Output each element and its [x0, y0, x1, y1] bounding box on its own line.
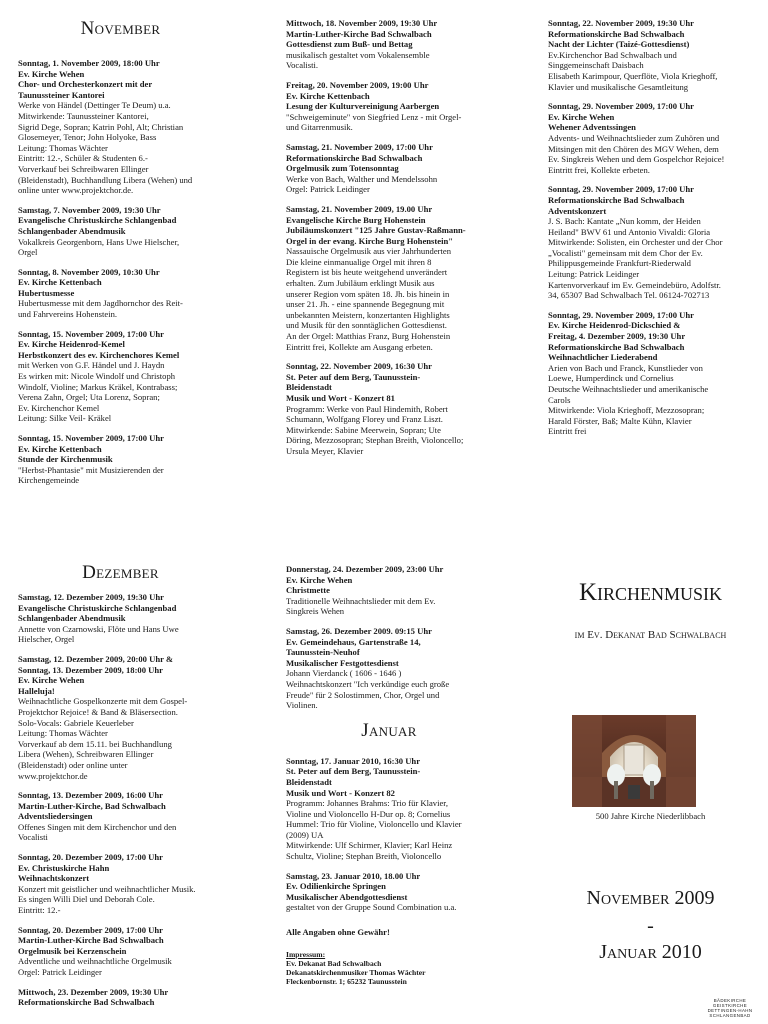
event-entry [286, 361, 492, 456]
event-detail-line: Schultz, Violine; Stephan Breith, Violoncello [286, 851, 442, 862]
event-detail-line: Werke von Händel (Dettinger Te Deum) u.a. [18, 100, 171, 111]
event-heading-line: Freitag, 4. Dezember 2009, 19:30 Uhr [548, 331, 686, 342]
event-heading-line: Sonntag, 15. November 2009, 17:00 Uhr [18, 328, 164, 339]
event-heading-line: Sonntag, 13. Dezember 2009, 16:00 Uhr [18, 790, 163, 801]
event-heading-line: Gottesdienst zum Buß- und Bettag [286, 39, 413, 50]
event-detail-line: Leitung: Patrick Leidinger [548, 269, 640, 280]
event-entry [286, 142, 492, 195]
event-detail-line: Glosemeyer, Tenor; John Holyoke, Bass [18, 132, 157, 143]
event-entry [18, 267, 223, 320]
event-detail-line: Werke von Bach, Walther und Mendelssohn [286, 173, 438, 184]
event-detail-line: Ursula Meyer, Klavier [286, 445, 364, 456]
event-entry [548, 18, 753, 92]
event-detail-line: Hubertusmesse mit dem Jagdhornchor des Reit- [18, 298, 183, 309]
dezember-heading: Dezember [82, 562, 159, 583]
event-entry [18, 790, 223, 843]
event-detail-line: Mitsingen mit den Chören des MGV Wehen, dem [548, 143, 719, 154]
event-heading-line: Freitag, 20. November 2009, 19:00 Uhr [286, 79, 429, 90]
event-heading-line: St. Peter auf dem Berg, Taunusstein- [286, 766, 421, 777]
event-heading-line: Evangelische Christuskirche Schlangenbad [18, 602, 177, 613]
event-detail-line: Vokalkreis Georgenborn, Hans Uwe Hielscher, [18, 236, 180, 247]
event-detail-line: Leitung: Silke Veil- Kräkel [18, 413, 112, 424]
event-heading-line: Orgelmusik zum Totensonntag [286, 163, 399, 174]
impressum-line: Ev. Dekanat Bad Schwalbach [286, 958, 382, 968]
dezember-januar-column [286, 564, 492, 986]
event-heading-line: Halleluja! [18, 685, 55, 696]
event-heading-line: Samstag, 21. November 2009, 17:00 Uhr [286, 141, 433, 152]
event-heading-line: Nacht der Lichter (Taizé-Gottesdienst) [548, 39, 690, 50]
event-heading-line: Ev. Kirche Wehen [286, 574, 353, 585]
event-detail-line: Freude" für 2 Solostimmen, Chor, Orgel und [286, 689, 440, 700]
event-heading-line: Martin-Luther-Kirche, Bad Schwalbach [18, 800, 166, 811]
event-heading-line: Ev. Kirche Wehen [18, 68, 85, 79]
event-entry [286, 80, 492, 133]
event-heading-line: Ev. Christuskirche Hahn [18, 862, 110, 873]
event-heading-line: Lesung der Kulturvereinigung Aarbergen [286, 101, 440, 112]
event-heading-line: Sonntag, 29. November 2009, 17:00 Uhr [548, 309, 694, 320]
event-detail-line: Programm: Werke von Paul Hindemith, Robert [286, 403, 448, 414]
event-detail-line: (2009) UA [286, 829, 324, 840]
event-detail-line: Mitwirkende: Sabine Meerwein, Sopran; Ute [286, 424, 441, 435]
event-entry [18, 329, 223, 424]
logo-line: DETTINGEN-HAHN [707, 1008, 753, 1013]
event-heading-line: Ev. Kirche Heidenrod-Dickschied & [548, 320, 681, 331]
event-list [286, 756, 492, 913]
event-heading-line: Adventsliedersingen [18, 811, 93, 822]
event-detail-line: Orgel: Patrick Leidinger [18, 967, 102, 977]
event-heading-line: Mittwoch, 18. November 2009, 19:30 Uhr [286, 18, 438, 28]
event-heading-line: Weihnachtlicher Liederabend [548, 352, 658, 363]
event-heading-line: Sonntag, 1. November 2009, 18:00 Uhr [18, 58, 160, 68]
event-detail-line: Vocalisti [18, 832, 48, 843]
event-heading-line: Mittwoch, 23. Dezember 2009, 19:30 Uhr [18, 986, 169, 997]
event-detail-line: Eintritt frei, Kollekte am Ausgang erbeten. [286, 341, 433, 352]
event-detail-line: Registern ist bis heute weitgehend unverändert [286, 267, 448, 278]
event-heading-line: Chor- und Orchesterkonzert mit der [18, 79, 153, 90]
event-detail-line: Johann Vierdanck ( 1606 - 1646 ) [286, 668, 402, 679]
event-detail-line: Harald Förster, Baß; Malte Kühn, Klavier [548, 415, 692, 426]
event-heading-line: Samstag, 21. November 2009, 19.00 Uhr [286, 203, 433, 214]
event-heading-line: Samstag, 23. Januar 2010, 18.00 Uhr [286, 870, 421, 881]
event-detail-line: Nassauische Orgelmusik aus vier Jahrhunderten [286, 246, 451, 257]
event-heading-line: Samstag, 7. November 2009, 19:30 Uhr [18, 204, 161, 215]
event-list [286, 18, 492, 457]
event-heading-line: Reformationskirche Bad Schwalbach [548, 194, 685, 205]
cover-subtitle: im Ev. Dekanat Bad Schwalbach [574, 629, 727, 641]
event-detail-line: www.projektchor.de [18, 770, 88, 781]
event-detail-line: Programm: Johannes Brahms: Trio für Klavier, [286, 798, 448, 809]
event-heading-line: Sonntag, 13. Dezember 2009, 18:00 Uhr [18, 664, 163, 675]
impressum [286, 950, 492, 986]
event-heading-line: Sonntag, 15. November 2009, 17:00 Uhr [18, 433, 164, 443]
event-entry [286, 626, 492, 711]
dekanat-logo [706, 998, 754, 1018]
event-entry [18, 987, 223, 1008]
event-heading-line: Ev. Gemeindehaus, Gartenstraße 14, [286, 636, 421, 647]
event-detail-line: Traditionelle Weihnachtslieder mit dem Ev. [286, 595, 436, 606]
event-detail-line: Adventliche und weihnachtliche Orgelmusik [18, 956, 172, 967]
event-detail-line: Mitwirkende: Viola Krieghoff, Mezzosopran; [548, 405, 705, 416]
event-detail-line: Loewe, Humperdinck und Cornelius [548, 373, 674, 384]
logo-line: BÄDEKIRCHE [713, 998, 747, 1003]
logo-line: GEISTKIRCHE [712, 1003, 748, 1008]
event-detail-line: unbekannten Meistern, konzertanten Highlights [286, 309, 450, 320]
event-detail-line: Eintritt frei, Kollekte erbeten. [548, 164, 650, 175]
event-heading-line: Sonntag, 29. November 2009, 17:00 Uhr [548, 184, 694, 195]
event-detail-line: unser 21. Jh. - eine spannende Begegnung mit [286, 299, 445, 310]
event-heading-line: Samstag, 26. Dezember 2009. 09:15 Uhr [286, 625, 432, 636]
event-heading-line: Ev. Kirche Kettenbach [286, 90, 370, 101]
event-heading-line: Sonntag, 29. November 2009, 17:00 Uhr [548, 101, 694, 112]
event-heading-line: Sonntag, 17. Januar 2010, 16:30 Uhr [286, 755, 421, 766]
event-detail-line: und Gitarrenmusik. [286, 122, 353, 133]
event-detail-line: Die kleine einmanualige Orgel mit ihren 8 [286, 256, 432, 267]
event-detail-line: Leitung: Thomas Wächter [18, 142, 108, 153]
event-heading-line: Orgelmusik bei Kerzenschein [18, 945, 127, 956]
event-detail-line: Mitwirkende: Ulf Schirmer, Klavier; Karl Heinz [286, 840, 453, 851]
event-heading-line: Samstag, 12. Dezember 2009, 20:00 Uhr & [18, 653, 174, 664]
impressum-line: Fleckenbornstr. 1; 65232 Taunusstein [286, 976, 407, 986]
event-detail-line: Offenes Singen mit dem Kirchenchor und den [18, 821, 177, 832]
impressum-title: Impressum: [286, 949, 326, 959]
event-entry [18, 58, 223, 196]
event-heading-line: Schlangenbader Abendmusik [18, 225, 126, 236]
event-heading-line: Christmette [286, 585, 330, 596]
event-detail-line: Elisabeth Karimpour, Querflöte, Viola Krieghoff, [548, 70, 718, 81]
event-detail-line: Eintritt: 12.-, Schüler & Studenten 6.- [18, 153, 148, 164]
event-detail-line: „Vocalisti" gemeinsam mit dem Chor der Ev. [548, 247, 703, 258]
event-entry [18, 654, 223, 781]
event-detail-line: "Herbst-Phantasie" mit Musizierenden der [18, 464, 164, 475]
logo-line: SCHLANGENBAD [709, 1013, 751, 1018]
event-heading-line: Ev. Kirche Heidenrod-Kemel [18, 339, 125, 350]
event-heading-line: Weihnachtskonzert [18, 873, 90, 884]
event-entry [548, 101, 753, 175]
event-heading-line: Sonntag, 22. November 2009, 19:30 Uhr [548, 18, 694, 28]
event-heading-line: Reformationskirche Bad Schwalbach [286, 152, 423, 163]
event-heading-line: Adventskonzert [548, 205, 607, 216]
event-detail-line: Vorverkauf ab dem 15.11. bei Buchhandlung [18, 738, 172, 749]
event-heading-line: Stunde der Kirchenmusik [18, 454, 113, 465]
event-heading-line: Bleidenstadt [286, 382, 332, 393]
event-heading-line: Ev. Kirche Kettenbach [18, 277, 102, 288]
impressum-line: Dekanatskirchenmusiker Thomas Wächter [286, 967, 426, 977]
event-heading-line: Reformationskirche Bad Schwalbach [18, 997, 155, 1008]
cover-title: Kirchenmusik [578, 579, 723, 606]
event-detail-line: Libera (Wehen), Schreibwaren Ellinger [18, 749, 154, 760]
event-heading-line: Musikalischer Festgottesdienst [286, 657, 399, 668]
event-heading-line: Ev. Kirche Wehen [548, 111, 615, 122]
event-heading-line: St. Peter auf dem Berg, Taunusstein- [286, 371, 421, 382]
november-column-end [548, 18, 753, 446]
event-heading-line: Musik und Wort - Konzert 81 [286, 393, 395, 403]
event-detail-line: "Schweigeminute" von Siegfried Lenz - mit Orgel- [286, 111, 462, 122]
event-detail-line: (Bleidenstadt) oder online unter [18, 759, 128, 770]
event-detail-line: Es singen Willi Diel und Deborah Cole. [18, 894, 155, 905]
event-entry [18, 925, 223, 978]
event-detail-line: Singgemeinschaft Daisbach [548, 60, 644, 71]
event-heading-line: Ev. Odilienkirche Springen [286, 881, 386, 892]
event-list [18, 58, 223, 486]
event-detail-line: Sigrid Dege, Sopran; Katrin Pohl, Alt; Christian [18, 121, 184, 132]
event-detail-line: Leitung: Thomas Wächter [18, 728, 108, 739]
event-heading-line: Sonntag, 20. Dezember 2009, 17:00 Uhr [18, 852, 163, 863]
event-detail-line: Weihnachtliche Gospelkonzerte mit dem Gospel- [18, 696, 188, 707]
event-heading-line: Sonntag, 8. November 2009, 10:30 Uhr [18, 266, 160, 277]
event-detail-line: An der Orgel: Matthias Franz, Burg Hohenstein [286, 331, 451, 342]
event-detail-line: Windolf, Violine; Markus Kräkel, Kontrabass; [18, 381, 178, 392]
event-detail-line: (Bleidenstadt), Buchhandlung Libera (Wehen) und [18, 174, 193, 185]
event-detail-line: Eintritt: 12.- [18, 905, 61, 916]
event-detail-line: und Musik für den sonntäglichen Gottesdienst. [286, 320, 447, 331]
event-detail-line: Ev.Kirchenchor Bad Schwalbach und [548, 49, 677, 60]
event-heading-line: Taunussteiner Kantorei [18, 89, 105, 100]
event-detail-line: mit Werken von G.F. Händel und J. Haydn [18, 360, 165, 371]
event-heading-line: Wehener Adventssingen [548, 122, 636, 133]
event-detail-line: Violinen. [286, 700, 318, 711]
event-detail-line: 34, 65307 Bad Schwalbach Tel. 06124-702713 [548, 290, 710, 301]
event-heading-line: Reformationskirche Bad Schwalbach [548, 28, 685, 39]
event-detail-line: Violine und Violoncello H-Dur op. 8; Cornelius [286, 808, 451, 819]
event-detail-line: Projektchor Rejoice! & Band & Bläsersection. [18, 706, 178, 717]
photo-caption: 500 Jahre Kirche Niederlibbach [595, 811, 706, 821]
event-detail-line: Kirchengemeinde [18, 475, 80, 486]
event-detail-line: gestaltet von der Gruppe Sound Combination u.a. [286, 902, 457, 913]
event-heading-line: Reformationskirche Bad Schwalbach [548, 341, 685, 352]
event-detail-line: und Fahrvereins Hohenstein. [18, 309, 118, 320]
event-heading-line: Martin-Luther-Kirche Bad Schwalbach [286, 28, 432, 39]
event-detail-line: Hummel: Trio für Violine, Violoncello und Klavier [286, 819, 462, 830]
event-detail-line: Klavier und musikalische Gesamtleitung [548, 81, 689, 92]
event-detail-line: Orgel [18, 247, 38, 258]
event-heading-line: Jubiläumskonzert "125 Jahre Gustav-Raßmann- [286, 225, 466, 236]
event-entry [548, 310, 753, 437]
event-detail-line: online unter www.projektchor.de. [18, 185, 134, 196]
event-heading-line: Bleidenstadt [286, 776, 332, 787]
event-entry [548, 184, 753, 301]
event-heading-line: Musikalischer Abendgottesdienst [286, 891, 408, 902]
disclaimer: Alle Angaben ohne Gewähr! [286, 927, 390, 938]
event-detail-line: Vocalisti. [286, 60, 319, 71]
event-detail-line: Es wirken mit: Nicole Windolf und Christoph [18, 371, 176, 382]
event-entry [18, 205, 223, 258]
event-heading-line: Martin-Luther-Kirche Bad Schwalbach [18, 935, 164, 946]
event-heading-line: Schlangenbader Abendmusik [18, 613, 126, 624]
event-heading-line: Evangelische Christuskirche Schlangenbad [18, 215, 177, 226]
church-photo [572, 715, 696, 807]
event-detail-line: Ev. Kirchenchor Kemel [18, 402, 100, 413]
event-detail-line: Verena Zahn, Orgel; Uta Lorenz, Sopran; [18, 392, 160, 403]
period-from: November 2009 [586, 887, 715, 909]
event-detail-line: Arien von Bach und Franck, Kunstlieder von [548, 362, 703, 373]
event-entry [286, 756, 492, 862]
event-heading-line: Orgel in der evang. Kirche Burg Hohenstein" [286, 235, 454, 246]
event-detail-line: Hielscher, Orgel [18, 634, 75, 645]
event-detail-line: Advents- und Weihnachtslieder zum Zuhören und [548, 132, 720, 143]
november-heading: November [80, 18, 161, 39]
event-detail-line: Orgel: Patrick Leidinger [286, 184, 370, 195]
event-list [18, 592, 223, 1008]
event-detail-line: Heiland" BWV 61 und Antonio Vivaldi: Gloria [548, 226, 711, 237]
event-entry [286, 564, 492, 617]
event-entry [286, 204, 492, 352]
event-detail-line: Kartenvorverkauf im Ev. Gemeindebüro, Adolfstr. [548, 279, 721, 290]
event-heading-line: Sonntag, 20. Dezember 2009, 17:00 Uhr [18, 924, 163, 935]
event-heading-line: Samstag, 12. Dezember 2009, 19:30 Uhr [18, 592, 164, 602]
event-entry [286, 871, 492, 913]
event-detail-line: Konzert mit geistlicher und weihnachtlicher Musik. [18, 883, 196, 894]
event-heading-line: Evangelische Kirche Burg Hohenstein [286, 214, 426, 225]
event-detail-line: J. S. Bach: Kantate „Nun komm, der Heiden [548, 216, 701, 227]
event-entry [18, 592, 223, 645]
event-list [548, 18, 753, 437]
event-detail-line: Singkreis Wehen [286, 606, 345, 617]
event-detail-line: Deutsche Weihnachtslieder und amerikanische [548, 384, 709, 394]
event-heading-line: Donnerstag, 24. Dezember 2009, 23:00 Uhr [286, 564, 444, 574]
event-detail-line: Mitwirkende: Taunussteiner Kantorei, [18, 110, 149, 121]
event-heading-line: Herbstkonzert des ev. Kirchenchores Kemel [18, 349, 180, 360]
event-entry [286, 18, 492, 71]
januar-heading: Januar [361, 719, 417, 741]
event-heading-line: Hubertusmesse [18, 287, 75, 298]
dezember-column [18, 562, 223, 1017]
period-dash: - [647, 915, 654, 937]
event-heading-line: Ev. Kirche Kettenbach [18, 443, 102, 454]
event-detail-line: Carols [548, 394, 571, 405]
event-detail-line: Mitwirkende: Solisten, ein Orchester und der Chor [548, 237, 723, 248]
november-column [18, 18, 223, 495]
event-detail-line: erhalten. Zum Jubiläum erklingt Musik aus [286, 278, 435, 289]
event-detail-line: Döring, Mezzosopran; Stephan Breith, Violoncello; [286, 435, 464, 446]
event-heading-line: Ev. Kirche Wehen [18, 675, 85, 686]
period-to: Januar 2010 [599, 941, 702, 963]
november-column-continued [286, 18, 492, 466]
event-detail-line: unserer Region vom späten 18. Jh. bis hinein in [286, 288, 450, 299]
event-entry [18, 433, 223, 486]
event-detail-line: Vorverkauf bei Schreibwaren Ellinger [18, 163, 149, 174]
event-detail-line: Philippusgemeinde Frankfurt-Riederwald [548, 258, 691, 269]
event-detail-line: Ev. Singkreis Wehen und dem Gospelchor Rejoice! [548, 154, 725, 165]
event-list [286, 564, 492, 711]
event-detail-line: Annette von Czarnowski, Flöte und Hans Uwe [18, 623, 179, 634]
event-heading-line: Sonntag, 22. November 2009, 16:30 Uhr [286, 361, 432, 372]
event-detail-line: Weihnachtskonzert "Ich verkündige euch große [286, 678, 450, 689]
event-entry [18, 852, 223, 916]
event-detail-line: musikalisch gestaltet vom Vokalensemble [286, 49, 430, 60]
event-heading-line: Taunusstein-Neuhof [286, 647, 360, 658]
event-detail-line: Eintritt frei [548, 426, 587, 437]
event-detail-line: Solo-Vocals: Gabriele Keuerleber [18, 717, 134, 728]
event-detail-line: Schumann, Wolfgang Florey und Franz Liszt. [286, 414, 443, 425]
event-heading-line: Musik und Wort - Konzert 82 [286, 787, 395, 798]
